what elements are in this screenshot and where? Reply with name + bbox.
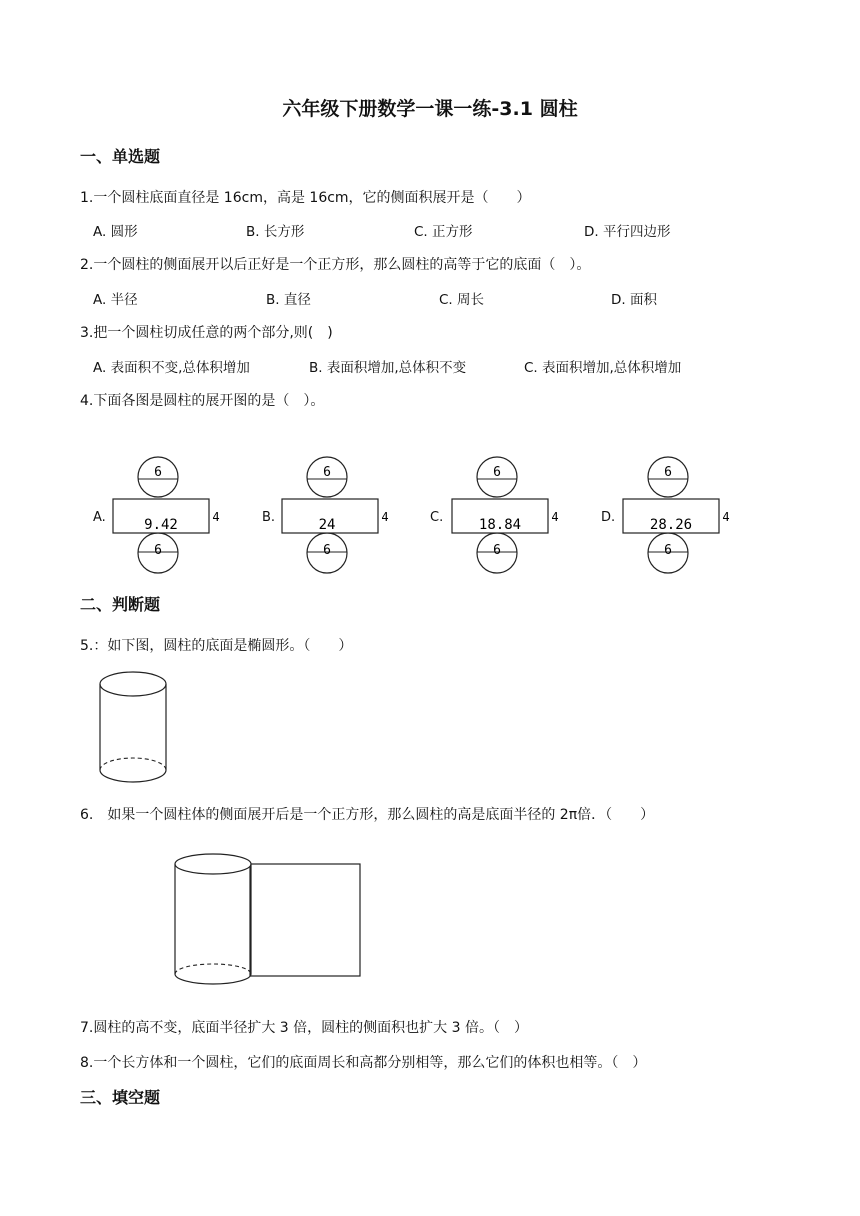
section-heading-single-choice: 一、单选题	[80, 147, 161, 166]
rect-height-label: 4	[722, 510, 730, 524]
question-5-text: 5.：如下图，圆柱的底面是椭圆形。（ ）	[80, 638, 353, 654]
q4-figure-b-label[interactable]: B.	[262, 510, 276, 525]
q4-figure-c-label[interactable]: C.	[430, 510, 444, 525]
question-8-text: 8.一个长方体和一个圆柱，它们的底面周长和高都分别相等，那么它们的体积也相等。（ ）	[80, 1055, 647, 1071]
q1-option-a[interactable]: A. 圆形	[93, 224, 138, 240]
top-circle-label: 6	[493, 465, 501, 480]
top-circle-label: 6	[664, 465, 672, 480]
q2-option-b[interactable]: B. 直径	[266, 292, 311, 308]
q5-cylinder-figure	[96, 668, 172, 788]
bottom-circle-label: 6	[493, 543, 501, 558]
q4-figure-d-label[interactable]: D.	[601, 510, 616, 525]
q3-option-b[interactable]: B. 表面积增加,总体积不变	[309, 360, 467, 376]
rect-length-label: 28.26	[649, 517, 693, 533]
q2-option-a[interactable]: A. 半径	[93, 292, 138, 308]
q3-option-c[interactable]: C. 表面积增加,总体积增加	[524, 360, 682, 376]
bottom-circle-label: 6	[154, 543, 162, 558]
q4-figure-b[interactable]	[281, 455, 393, 577]
question-4-text: 4.下面各图是圆柱的展开图的是（ ）。	[80, 393, 325, 409]
question-1-text: 1.一个圆柱底面直径是 16cm，高是 16cm，它的侧面积展开是（ ）	[80, 190, 531, 206]
rect-length-label: 9.42	[144, 517, 178, 533]
q2-option-d[interactable]: D. 面积	[611, 292, 657, 308]
q4-figure-a-label[interactable]: A.	[93, 510, 106, 525]
q1-option-d[interactable]: D. 平行四边形	[584, 224, 671, 240]
rect-height-label: 4	[212, 510, 220, 524]
section-heading-true-false: 二、判断题	[80, 595, 161, 614]
q1-option-b[interactable]: B. 长方形	[246, 224, 305, 240]
top-circle-label: 6	[154, 465, 162, 480]
bottom-circle-label: 6	[323, 543, 331, 558]
question-7-text: 7.圆柱的高不变，底面半径扩大 3 倍，圆柱的侧面积也扩大 3 倍。（ ）	[80, 1020, 528, 1036]
q2-option-c[interactable]: C. 周长	[439, 292, 485, 308]
rect-height-label: 4	[381, 510, 389, 524]
rect-length-label: 18.84	[478, 517, 522, 533]
rect-length-label: 24	[318, 517, 336, 533]
page-title: 六年级下册数学一课一练-3.1 圆柱	[282, 98, 578, 120]
q4-figure-d[interactable]	[622, 455, 734, 577]
q4-figure-c[interactable]	[451, 455, 563, 577]
rect-height-label: 4	[551, 510, 559, 524]
top-circle-label: 6	[323, 465, 331, 480]
q4-figure-a[interactable]	[112, 455, 224, 577]
bottom-circle-label: 6	[664, 543, 672, 558]
q6-cylinder-unrolled-figure	[170, 850, 366, 985]
q1-option-c[interactable]: C. 正方形	[414, 224, 473, 240]
section-heading-fill-in: 三、填空题	[80, 1088, 161, 1107]
question-6-text: 6. 如果一个圆柱体的侧面展开后是一个正方形，那么圆柱的高是底面半径的 2π倍．（ ）	[80, 807, 655, 823]
question-2-text: 2.一个圆柱的侧面展开以后正好是一个正方形，那么圆柱的高等于它的底面（ ）。	[80, 257, 591, 273]
question-3-text: 3.把一个圆柱切成任意的两个部分,则( )	[80, 325, 333, 341]
q3-option-a[interactable]: A. 表面积不变,总体积增加	[93, 360, 250, 376]
